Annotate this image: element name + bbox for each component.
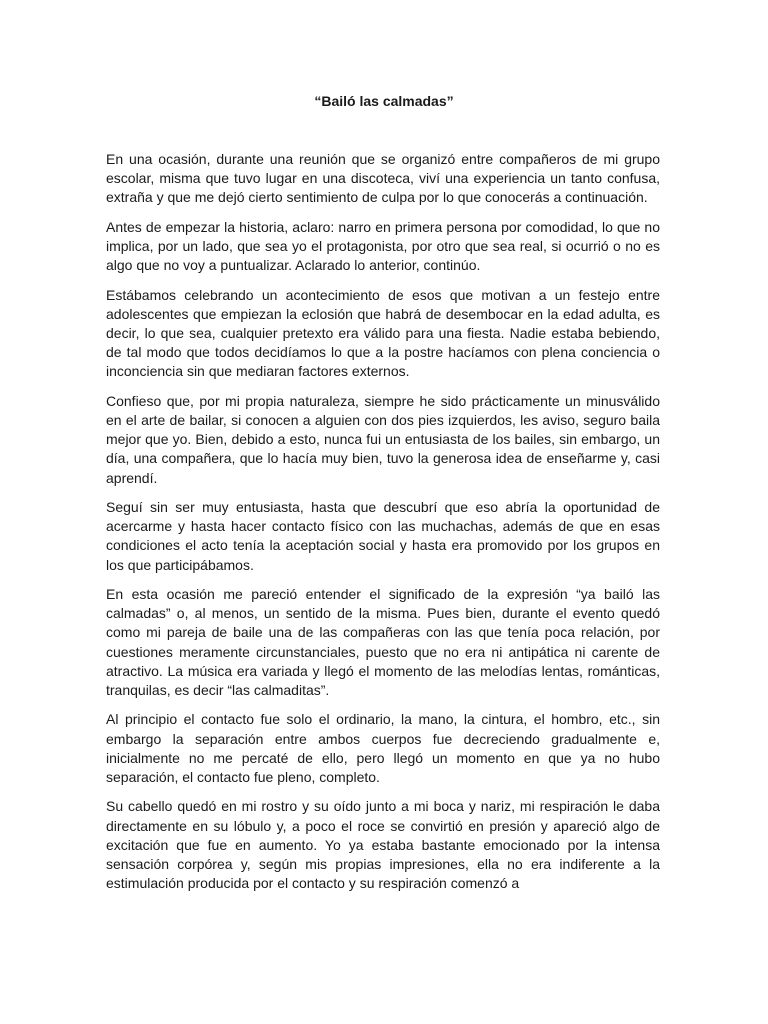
- paragraph-6: En esta ocasión me pareció entender el significado de la expresión “ya bailó las calmadas” o, al menos, un sentido de la misma. Pues bien, durante el evento quedó como mi pareja de baile una de las compañeras con las que tenía poca relación, por cuestiones meramente circunstanciales, puesto que no era ni antipática ni carente de atractivo. La música era variada y llegó el momento de las melodías lentas, románticas, tranquilas, es decir “las calmaditas”.: [106, 586, 660, 699]
- paragraph-4: Confieso que, por mi propia naturaleza, siempre he sido prácticamente un minusválido en el arte de bailar, si conocen a alguien con dos pies izquierdos, les aviso, seguro baila mejor que yo. Bien, debido a esto, nunca fui un entusiasta de los bailes, sin embargo, un día, una compañera, que lo hacía muy bien, tuvo la generosa idea de enseñarme y, casi aprendí.: [106, 392, 660, 486]
- document-body: [106, 150, 660, 904]
- paragraph-1: En una ocasión, durante una reunión que se organizó entre compañeros de mi grupo escolar, misma que tuvo lugar en una discoteca, viví una experiencia un tanto confusa, extraña y que me dejó cierto sentimiento de culpa por lo que conocerás a continuación.: [106, 151, 660, 206]
- document-title: “Bailó las calmadas”: [314, 93, 454, 109]
- paragraph-2: Antes de empezar la historia, aclaro: narro en primera persona por comodidad, lo que no implica, por un lado, que sea yo el protagonista, por otro que sea real, si ocurrió o no es algo que no voy a puntualizar. Aclarado lo anterior, continúo.: [106, 218, 660, 274]
- paragraph-7: Al principio el contacto fue solo el ordinario, la mano, la cintura, el hombro, etc., sin embargo la separación entre ambos cuerpos fue decreciendo gradualmente e, inicialmente no me percaté de ello, pero llegó un momento en que ya no hubo separación, el contacto fue pleno, completo.: [106, 711, 660, 786]
- paragraph-5: Seguí sin ser muy entusiasta, hasta que descubrí que eso abría la oportunidad de acercarme y hasta hacer contacto físico con las muchachas, además de que en esas condiciones el acto tenía la aceptación social y hasta era promovido por los grupos en los que participábamos.: [106, 499, 660, 573]
- paragraph-8: Su cabello quedó en mi rostro y su oído junto a mi boca y nariz, mi respiración le daba directamente en su lóbulo y, a poco el roce se convirtió en presión y apareció algo de excitación que fue en aumento. Yo ya estaba bastante emocionado por la intensa sensación corpórea y, según mis propias impresiones, ella no era indiferente a la estimulación producida por el contacto y su respiración comenzó a: [106, 798, 660, 892]
- paragraph-3: Estábamos celebrando un acontecimiento de esos que motivan a un festejo entre adolescentes que empiezan la eclosión que habrá de desembocar en la edad adulta, es decir, lo que sea, cualquier pretexto era válido para una fiesta. Nadie estaba bebiendo, de tal modo que todos decidíamos lo que a la postre hacíamos con plena conciencia o inconciencia sin que mediaran factores externos.: [106, 286, 660, 380]
